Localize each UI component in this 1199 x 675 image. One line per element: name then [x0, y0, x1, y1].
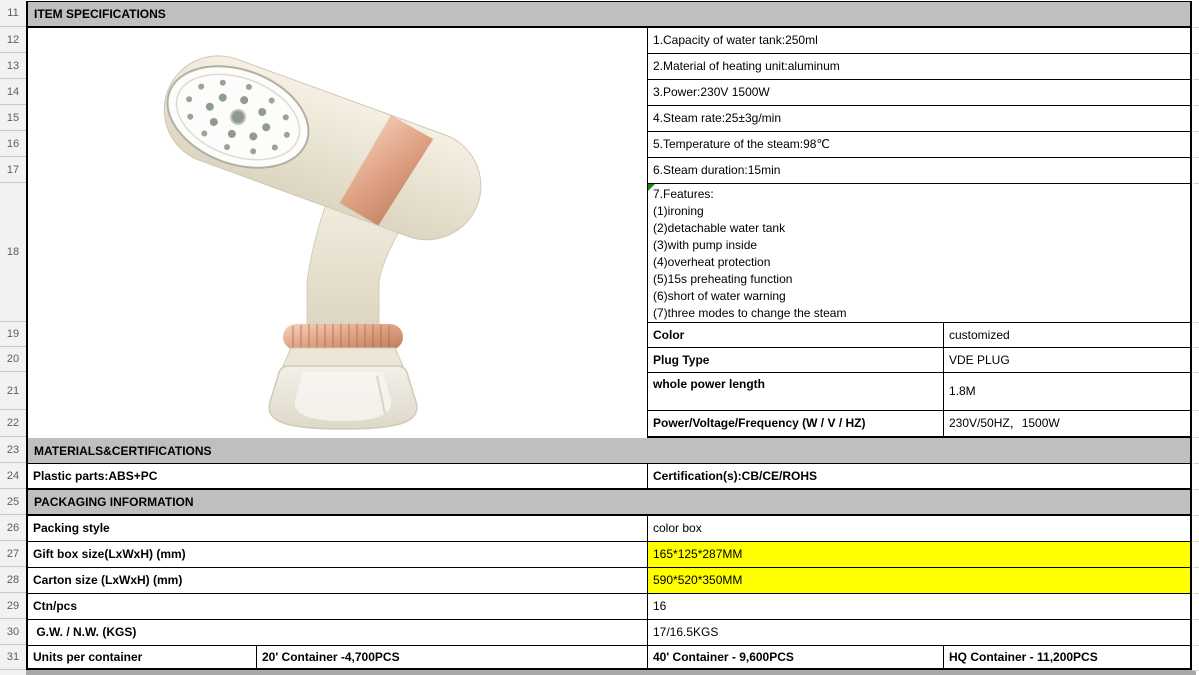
row-number-19[interactable]: 19 — [0, 322, 26, 347]
cell-units-per-container-label[interactable]: Units per container — [28, 646, 257, 668]
row-power-length — [648, 373, 1190, 411]
features-line: (7)three modes to change the steam — [653, 306, 847, 320]
row-number-13[interactable]: 13 — [0, 53, 26, 79]
sheet-bottom-band — [26, 670, 1196, 675]
cell-container-40[interactable]: 40' Container - 9,600PCS — [648, 646, 944, 668]
row-number-24[interactable]: 24 — [0, 463, 26, 489]
row-number-17[interactable]: 17 — [0, 157, 26, 183]
gridline — [1193, 541, 1199, 542]
cell-plug-type-label[interactable]: Plug Type — [648, 348, 944, 372]
row-power-voltage-frequency — [648, 411, 1190, 438]
specs-band — [28, 28, 1190, 438]
row-color — [648, 323, 1190, 348]
gridline — [1193, 619, 1199, 620]
gridline — [1193, 347, 1199, 348]
gridline — [1193, 515, 1199, 516]
product-image-steamer — [123, 32, 553, 434]
cell-power-length-label[interactable]: whole power length — [648, 373, 944, 410]
cell-power-voltage-value[interactable]: 230V/50HZ，1500W — [949, 416, 1060, 430]
gridline — [1193, 372, 1199, 373]
row-number-22[interactable]: 22 — [0, 410, 26, 437]
row-number-12[interactable]: 12 — [0, 27, 26, 53]
cell-carton-size-value[interactable]: 590*520*350MM — [648, 568, 1190, 593]
item-specifications-header-cell[interactable]: ITEM SPECIFICATIONS — [28, 2, 1190, 26]
cell-carton-size-label[interactable]: Carton size (LxWxH) (mm) — [28, 568, 648, 593]
row-packaging-header — [28, 490, 1190, 516]
product-image-cell[interactable] — [28, 28, 648, 438]
cell-spec-heating-material[interactable]: 2.Material of heating unit:aluminum — [648, 54, 1190, 80]
row-gift-box-size — [28, 542, 1190, 568]
cell-gift-box-size-label[interactable]: Gift box size(LxWxH) (mm) — [28, 542, 648, 567]
cell-certifications[interactable]: Certification(s):CB/CE/ROHS — [653, 468, 818, 483]
cell-color-label[interactable]: Color — [648, 323, 944, 347]
gridline — [1193, 670, 1199, 671]
cell-spec-capacity[interactable]: 1.Capacity of water tank:250ml — [648, 28, 1190, 54]
features-line: (3)with pump inside — [653, 238, 758, 252]
cell-spec-power[interactable]: 3.Power:230V 1500W — [648, 80, 1190, 106]
spec-sheet-table — [26, 1, 1192, 671]
cell-color-value[interactable]: customized — [949, 327, 1010, 342]
gridline — [1193, 489, 1199, 490]
cell-container-20[interactable]: 20' Container -4,700PCS — [257, 646, 648, 668]
cell-gw-nw-value[interactable]: 17/16.5KGS — [653, 625, 719, 639]
row-number-25[interactable]: 25 — [0, 489, 26, 515]
row-number-11[interactable]: 11 — [0, 0, 26, 27]
gridline — [1193, 410, 1199, 411]
row-number-gutter — [0, 0, 26, 675]
cell-ctn-pcs-label[interactable]: Ctn/pcs — [28, 594, 648, 619]
row-item-specifications-header — [28, 2, 1190, 28]
row-number-27[interactable]: 27 — [0, 541, 26, 567]
row-number-16[interactable]: 16 — [0, 131, 26, 157]
features-line: (2)detachable water tank — [653, 221, 786, 235]
row-plug-type — [648, 348, 1190, 373]
cell-gift-box-size-value[interactable]: 165*125*287MM — [648, 542, 1190, 567]
gridline — [1193, 79, 1199, 80]
row-carton-size — [28, 568, 1190, 594]
row-number-23[interactable]: 23 — [0, 437, 26, 463]
row-number-21[interactable]: 21 — [0, 372, 26, 410]
row-number-28[interactable]: 28 — [0, 567, 26, 593]
gridline — [1193, 105, 1199, 106]
cell-spec-steam-duration[interactable]: 6.Steam duration:15min — [648, 158, 1190, 184]
row-ctn-pcs — [28, 594, 1190, 620]
comment-flag-icon — [648, 184, 655, 191]
row-number-18[interactable]: 18 — [0, 183, 26, 322]
cell-features[interactable] — [648, 184, 1190, 323]
features-line: (5)15s preheating function — [653, 272, 793, 286]
gridline — [1193, 437, 1199, 438]
cell-spec-steam-rate[interactable]: 4.Steam rate:25±3g/min — [648, 106, 1190, 132]
gridline — [1193, 322, 1199, 323]
cell-spec-steam-temperature[interactable]: 5.Temperature of the steam:98℃ — [648, 132, 1190, 158]
cell-plug-type-value[interactable]: VDE PLUG — [949, 352, 1010, 367]
row-number-31[interactable]: 31 — [0, 645, 26, 670]
gridline — [1193, 463, 1199, 464]
gridline — [1193, 593, 1199, 594]
cell-plastic-parts[interactable]: Plastic parts:ABS+PC — [28, 464, 648, 488]
cell-power-length-value[interactable]: 1.8M — [949, 384, 976, 398]
gridline — [1193, 157, 1199, 158]
row-number-26[interactable]: 26 — [0, 515, 26, 541]
cell-packing-style-value[interactable]: color box — [653, 521, 702, 535]
row-gw-nw — [28, 620, 1190, 646]
gridline — [1193, 27, 1199, 28]
row-number-14[interactable]: 14 — [0, 79, 26, 105]
gridline — [1193, 131, 1199, 132]
features-line: (6)short of water warning — [653, 289, 786, 303]
cell-packing-style-label[interactable]: Packing style — [28, 516, 648, 541]
row-packing-style — [28, 516, 1190, 542]
cell-gw-nw-label[interactable]: G.W. / N.W. (KGS) — [28, 620, 648, 645]
cell-container-hq[interactable]: HQ Container - 11,200PCS — [949, 649, 1098, 664]
features-line: (4)overheat protection — [653, 255, 771, 269]
row-materials-header — [28, 438, 1190, 464]
cell-ctn-pcs-value[interactable]: 16 — [653, 599, 667, 613]
row-materials — [28, 464, 1190, 490]
features-line: 7.Features: — [653, 187, 714, 201]
gridline — [1193, 567, 1199, 568]
gridline — [1193, 645, 1199, 646]
cell-power-voltage-label[interactable]: Power/Voltage/Frequency (W / V / HZ) — [648, 411, 944, 436]
specs-column — [648, 28, 1190, 438]
row-number-29[interactable]: 29 — [0, 593, 26, 619]
row-number-20[interactable]: 20 — [0, 347, 26, 372]
row-units-per-container — [28, 646, 1190, 671]
row-number-15[interactable]: 15 — [0, 105, 26, 131]
row-number-30[interactable]: 30 — [0, 619, 26, 645]
gridline — [1193, 183, 1199, 184]
packaging-information-header-cell[interactable]: PACKAGING INFORMATION — [28, 490, 1190, 514]
features-line: (1)ironing — [653, 204, 704, 218]
materials-certifications-header-cell[interactable]: MATERIALS&CERTIFICATIONS — [28, 438, 1190, 463]
gridline — [1193, 53, 1199, 54]
